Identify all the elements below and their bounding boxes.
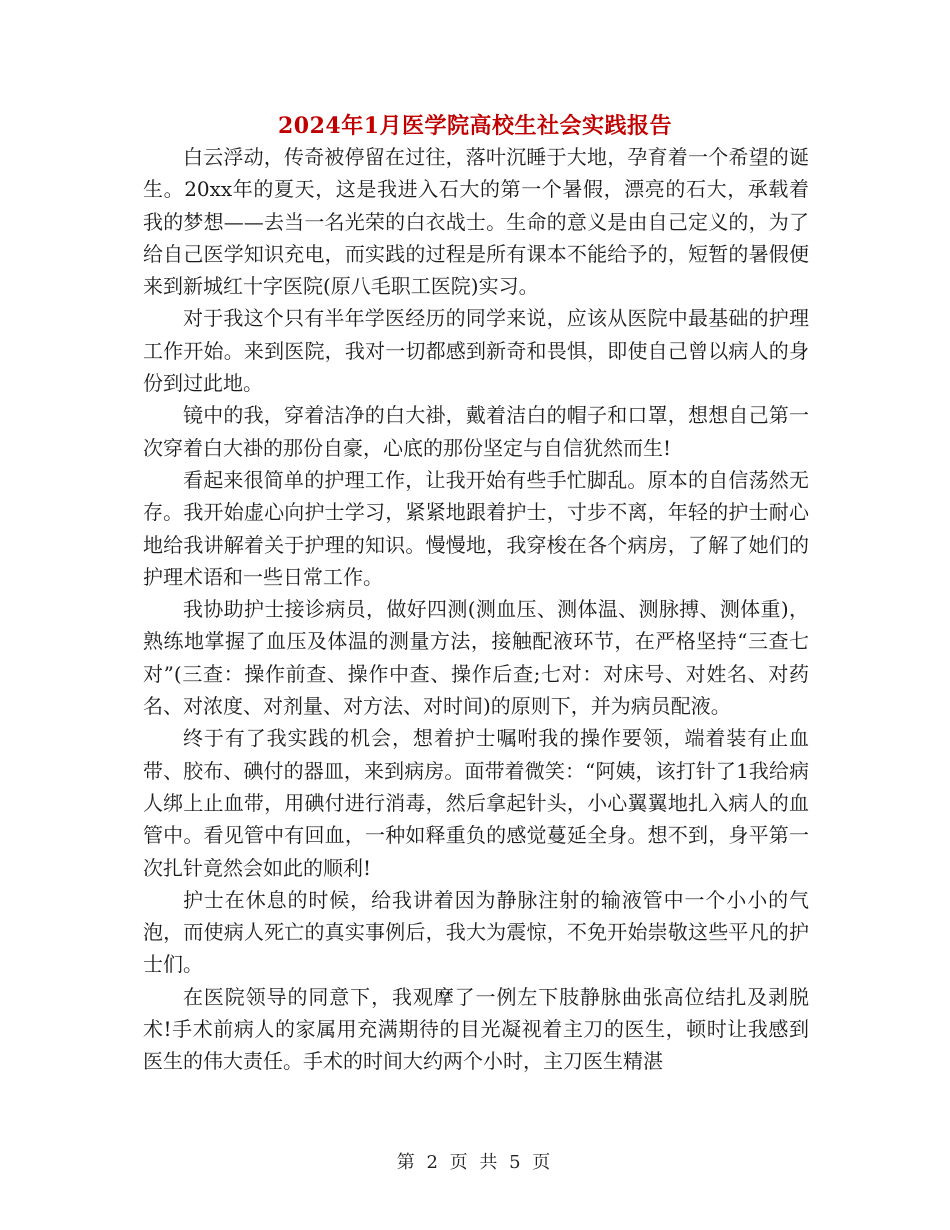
paragraph: 对于我这个只有半年学医经历的同学来说，应该从医院中最基础的护理工作开始。来到医院，我对一切都感到新奇和畏惧，即使自己曾以病人的身份到过此地。	[143, 306, 809, 396]
paragraph: 我协助护士接诊病员，做好四测(测血压、测体温、测脉搏、测体重)，熟练地掌握了血压及体温的测量方法，接触配液环节，在严格坚持“三查七对”(三查：操作前查、操作中查、操作后查;七对：对床号、对姓名、对药名、对浓度、对剂量、对方法、对时间)的原则下，并为病员配液。	[143, 597, 809, 719]
paragraph: 终于有了我实践的机会，想着护士嘱咐我的操作要领，端着装有止血带、胶布、碘付的器皿，来到病房。面带着微笑：“阿姨，该打针了1我给病人绑上止血带，用碘付进行消毒，然后拿起针头，小心翼翼地扎入病人的血管中。看见管中有回血，一种如释重负的感觉蔓延全身。想不到，身平第一次扎针竟然会如此的顺利!	[143, 726, 809, 880]
page-number-footer: 第 2 页 共 5 页	[396, 1152, 554, 1173]
document-body	[143, 141, 809, 1078]
document-title: 2024年1月医学院高校生社会实践报告	[277, 113, 673, 139]
paragraph: 镜中的我，穿着洁净的白大褂，戴着洁白的帽子和口罩，想想自己第一次穿着白大褂的那份自豪，心底的那份坚定与自信犹然而生!	[143, 403, 809, 460]
paragraph: 护士在休息的时候，给我讲着因为静脉注射的输液管中一个小小的气泡，而使病人死亡的真实事例后，我大为震惊，不免开始崇敬这些平凡的护士们。	[143, 887, 809, 977]
paragraph: 白云浮动，传奇被停留在过往，落叶沉睡于大地，孕育着一个希望的诞生。20xx年的夏天，这是我进入石大的第一个暑假，漂亮的石大，承载着我的梦想——去当一名光荣的白衣战士。生命的意义是由自己定义的，为了给自己医学知识充电，而实践的过程是所有课本不能给予的，短暂的暑假便来到新城红十字医院(原八毛职工医院)实习。	[143, 145, 809, 299]
paragraph: 在医院领导的同意下，我观摩了一例左下肢静脉曲张高位结扎及剥脱术!手术前病人的家属用充满期待的目光凝视着主刀的医生，顿时让我感到医生的伟大责任。手术的时间大约两个小时，主刀医生精湛	[143, 984, 809, 1074]
paragraph: 看起来很简单的护理工作，让我开始有些手忙脚乱。原本的自信荡然无存。我开始虚心向护士学习，紧紧地跟着护士，寸步不离，年轻的护士耐心地给我讲解着关于护理的知识。慢慢地，我穿梭在各个病房，了解了她们的护理术语和一些日常工作。	[143, 467, 809, 589]
